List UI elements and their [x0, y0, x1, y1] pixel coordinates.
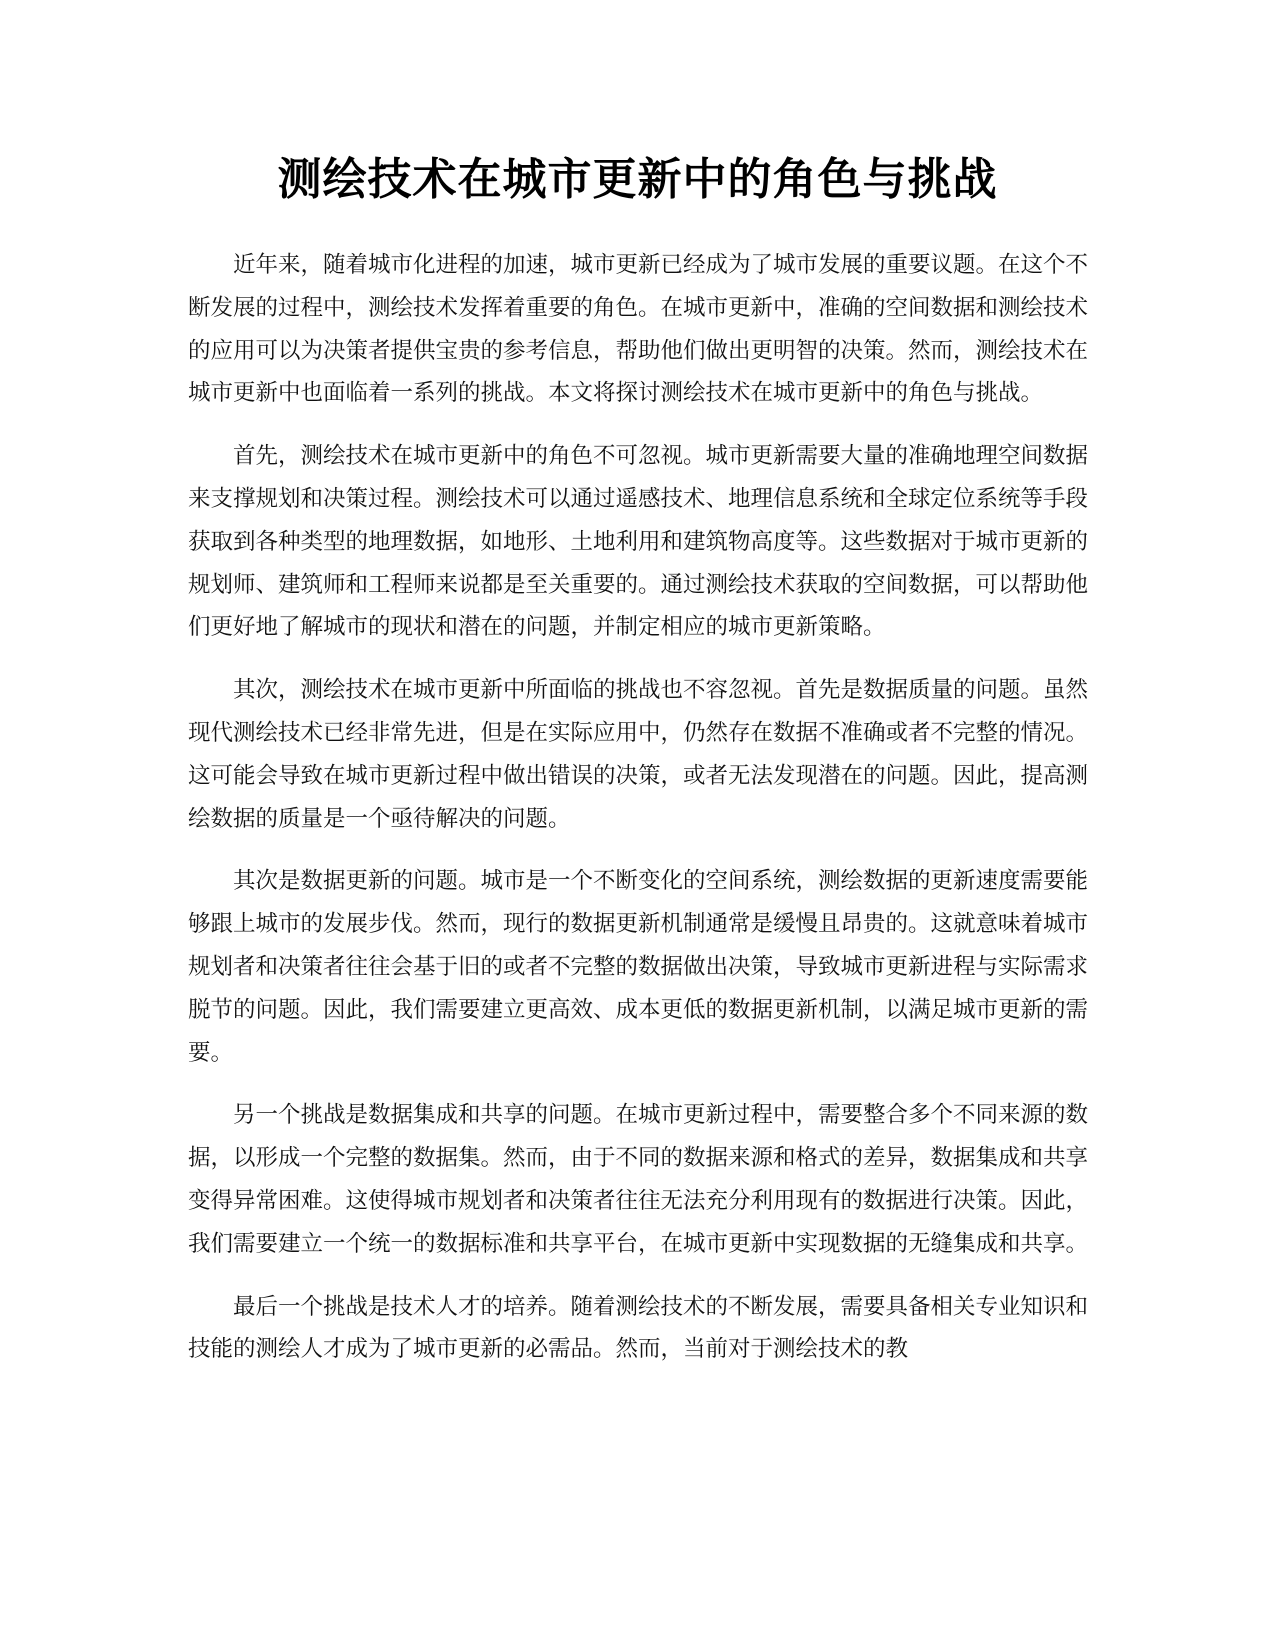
paragraph-1: 近年来，随着城市化进程的加速，城市更新已经成为了城市发展的重要议题。在这个不断发展的过程中，测绘技术发挥着重要的角色。在城市更新中，准确的空间数据和测绘技术的应用可以为决策者提供宝贵的参考信息，帮助他们做出更明智的决策。然而，测绘技术在城市更新中也面临着一系列的挑战。本文将探讨测绘技术在城市更新中的角色与挑战。	[188, 252, 1089, 407]
document-body	[188, 244, 1088, 1391]
paragraph-4: 其次是数据更新的问题。城市是一个不断变化的空间系统，测绘数据的更新速度需要能够跟上城市的发展步伐。然而，现行的数据更新机制通常是缓慢且昂贵的。这就意味着城市规划者和决策者往往会基于旧的或者不完整的数据做出决策，导致城市更新进程与实际需求脱节的问题。因此，我们需要建立更高效、成本更低的数据更新机制，以满足城市更新的需要。	[188, 868, 1089, 1066]
document-title: 测绘技术在城市更新中的角色与挑战	[277, 154, 998, 205]
paragraph-5: 另一个挑战是数据集成和共享的问题。在城市更新过程中，需要整合多个不同来源的数据，以形成一个完整的数据集。然而，由于不同的数据来源和格式的差异，数据集成和共享变得异常困难。这使得城市规划者和决策者往往无法充分利用现有的数据进行决策。因此，我们需要建立一个统一的数据标准和共享平台，在城市更新中实现数据的无缝集成和共享。	[188, 1102, 1089, 1257]
paragraph-3: 其次，测绘技术在城市更新中所面临的挑战也不容忽视。首先是数据质量的问题。虽然现代测绘技术已经非常先进，但是在实际应用中，仍然存在数据不准确或者不完整的情况。这可能会导致在城市更新过程中做出错误的决策，或者无法发现潜在的问题。因此，提高测绘数据的质量是一个亟待解决的问题。	[188, 677, 1089, 832]
paragraph-6: 最后一个挑战是技术人才的培养。随着测绘技术的不断发展，需要具备相关专业知识和技能的测绘人才成为了城市更新的必需品。然而，当前对于测绘技术的教	[188, 1293, 1089, 1363]
paragraph-2: 首先，测绘技术在城市更新中的角色不可忽视。城市更新需要大量的准确地理空间数据来支撑规划和决策过程。测绘技术可以通过遥感技术、地理信息系统和全球定位系统等手段获取到各种类型的地理数据，如地形、土地利用和建筑物高度等。这些数据对于城市更新的规划师、建筑师和工程师来说都是至关重要的。通过测绘技术获取的空间数据，可以帮助他们更好地了解城市的现状和潜在的问题，并制定相应的城市更新策略。	[188, 443, 1089, 641]
